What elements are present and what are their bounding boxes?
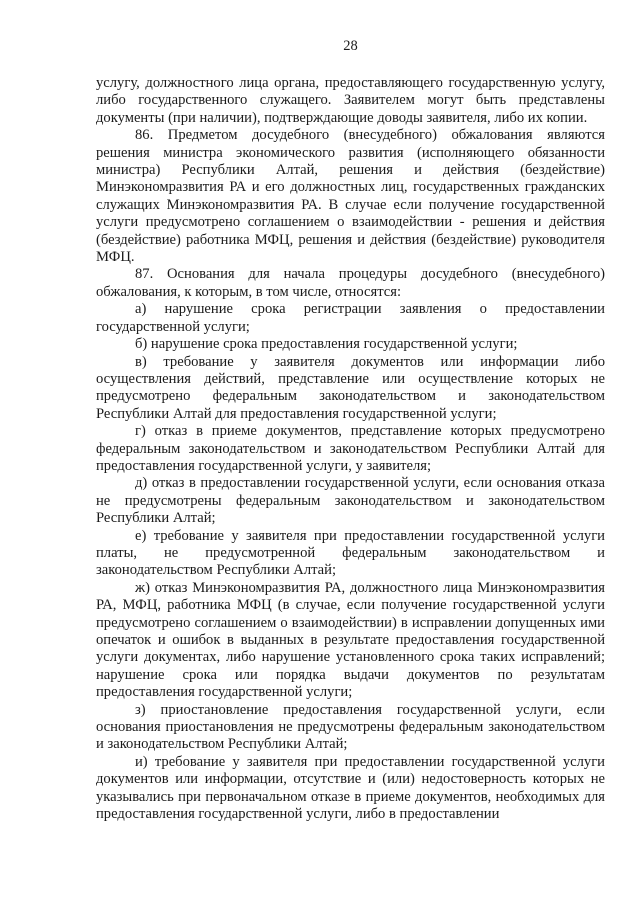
list-item-e: е) требование у заявителя при предоставлении государственной услуги платы, не предусмотренной федеральным законодательством и законодательством Республики Алтай; (96, 527, 605, 579)
list-item-i: и) требование у заявителя при предоставлении государственной услуги документов или информации, отсутствие и (или) недостоверность которых не указывались при первоначальном отказе в приеме документов, необходимых для предоставления государственной услуги, либо в предоставлении (96, 753, 605, 823)
paragraph-86: 86. Предметом досудебного (внесудебного) обжалования являются решения министра экономического развития (исполняющего обязанности министра) Республики Алтай, решения и действия (бездействие) Минэкономразвития РА и его должностных лиц, государственных гражданских служащих Минэкономразвития РА. В случае если получение государственной услуги предусмотрено соглашением о взаимодействии - решения и действия (бездействие) работника МФЦ, решения и действия (бездействие) руководителя МФЦ. (96, 127, 605, 266)
document-body (96, 75, 605, 823)
paragraph-continuation: услугу, должностного лица органа, предоставляющего государственную услугу, либо государственного служащего. Заявителем могут быть представлены документы (при наличии), подтверждающие доводы заявителя, либо их копии. (96, 75, 605, 126)
list-item-v: в) требование у заявителя документов или информации либо осуществления действий, представление или осуществление которых не предусмотрено федеральным законодательством и законодательством Республики Алтай для предоставления государственной услуги; (96, 353, 605, 422)
list-item-g: г) отказ в приеме документов, представление которых предусмотрено федеральным законодательством и законодательством Республики Алтай для предоставления государственной услуги, у заявителя; (96, 423, 605, 474)
list-item-b: б) нарушение срока предоставления государственной услуги; (135, 336, 518, 353)
list-item-zh: ж) отказ Минэкономразвития РА, должностного лица Минэкономразвития РА, МФЦ, работника МФЦ (в случае, если получение государственной услуги предусмотрено соглашением о взаимодействии) в исправлении допущенных ими опечаток и ошибок в выданных в результате предоставления государственной услуги документах, либо нарушение установленного срока таких исправлений; нарушение срока или порядка выдачи документов по результатам предоставления государственной услуги; (96, 579, 605, 701)
page-number: 28 (343, 38, 358, 54)
list-item-d: д) отказ в предоставлении государственной услуги, если основания отказа не предусмотрены федеральным законодательством и законодательством Республики Алтай; (96, 475, 605, 527)
list-item-z: з) приостановление предоставления государственной услуги, если основания приостановления не предусмотрены федеральным законодательством и законодательством Республики Алтай; (96, 701, 605, 753)
list-item-a: а) нарушение срока регистрации заявления о предоставлении государственной услуги; (96, 301, 605, 335)
paragraph-87: 87. Основания для начала процедуры досудебного (внесудебного) обжалования, к которым, в том числе, относятся: (96, 266, 605, 300)
